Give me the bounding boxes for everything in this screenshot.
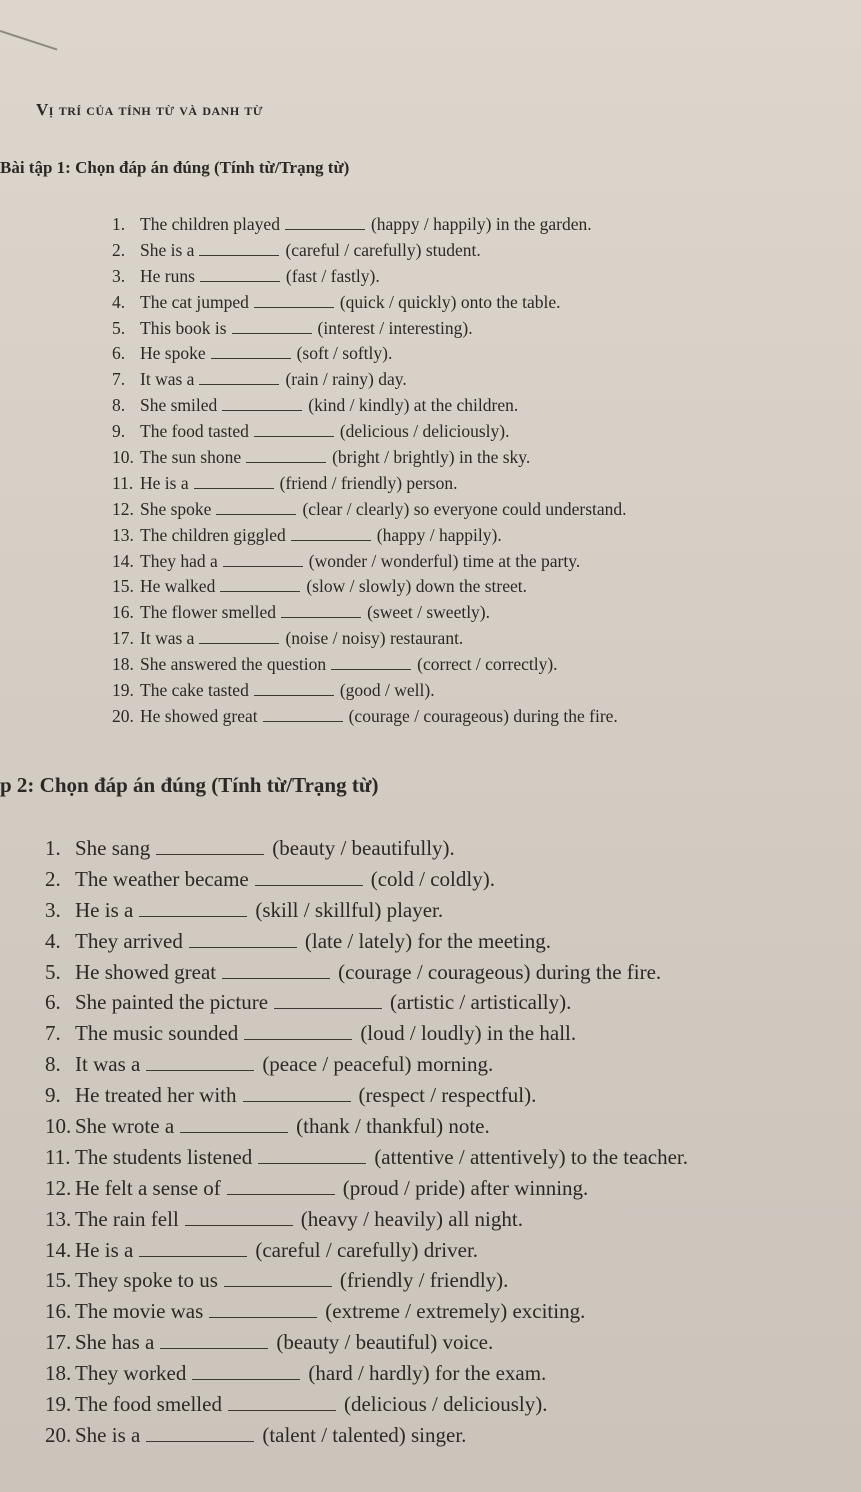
item-number: 10.: [45, 1114, 72, 1139]
item-options: (peace / peaceful) morning.: [262, 1052, 494, 1077]
item-number: 15.: [112, 576, 134, 597]
exercise-item: [112, 678, 627, 704]
answer-blank[interactable]: [222, 977, 330, 979]
item-prompt: He runs: [140, 265, 195, 286]
item-number: 13.: [112, 524, 134, 545]
item-number: 5.: [45, 959, 61, 984]
item-prompt: He is a: [75, 897, 134, 922]
item-prompt: She smiled: [140, 395, 218, 416]
item-prompt: He showed great: [75, 959, 217, 984]
item-number: 8.: [45, 1052, 61, 1077]
exercise-item: [45, 1111, 688, 1142]
exercise-1-heading: Bài tập 1: Chọn đáp án đúng (Tính từ/Trạng từ): [0, 158, 350, 177]
item-prompt: The flower smelled: [140, 602, 277, 623]
item-prompt: He is a: [75, 1237, 134, 1262]
item-number: 17.: [112, 628, 134, 649]
exercise-item: [112, 652, 627, 678]
answer-blank[interactable]: [199, 383, 279, 385]
item-number: 7.: [45, 1021, 61, 1046]
exercise-item: [112, 290, 627, 316]
answer-blank[interactable]: [228, 1409, 336, 1411]
exercise-item: [112, 393, 627, 419]
item-prompt: They worked: [75, 1361, 187, 1386]
item-number: 12.: [112, 498, 134, 519]
item-options: (fast / fastly).: [285, 265, 380, 286]
item-options: (clear / clearly) so everyone could understand.: [302, 498, 627, 519]
item-number: 4.: [112, 291, 126, 312]
worksheet-title: Vị trí của tính từ và danh từ: [36, 100, 263, 119]
item-number: 2.: [45, 866, 61, 891]
item-number: 6.: [45, 990, 61, 1015]
answer-blank[interactable]: [211, 357, 291, 359]
exercise-item: [112, 264, 627, 290]
item-options: (beauty / beautifully).: [272, 836, 455, 860]
exercise-item: [112, 238, 627, 264]
item-prompt: The rain fell: [75, 1206, 179, 1231]
exercise-item: [45, 895, 688, 926]
item-number: 15.: [45, 1268, 72, 1293]
item-options: (soft / softly).: [296, 343, 393, 364]
exercise-item: [45, 1358, 688, 1389]
item-number: 20.: [45, 1422, 72, 1447]
item-number: 10.: [112, 447, 134, 468]
item-number: 19.: [45, 1392, 72, 1417]
item-number: 16.: [112, 602, 134, 623]
answer-blank[interactable]: [246, 461, 326, 463]
answer-blank[interactable]: [227, 1193, 335, 1195]
item-options: (hard / hardly) for the exam.: [308, 1361, 547, 1386]
item-number: 5.: [112, 317, 126, 338]
answer-blank[interactable]: [281, 616, 361, 618]
item-prompt: The weather became: [75, 866, 249, 891]
answer-blank[interactable]: [243, 1100, 351, 1102]
exercise-item: [112, 626, 627, 652]
item-prompt: It was a: [75, 1052, 141, 1077]
exercise-item: [45, 1173, 688, 1204]
answer-blank[interactable]: [192, 1378, 300, 1380]
answer-blank[interactable]: [220, 590, 300, 592]
exercise-item: [112, 316, 627, 342]
item-number: 8.: [112, 395, 126, 416]
item-options: (bright / brightly) in the sky.: [332, 447, 531, 468]
exercise-2-heading: p 2: Chọn đáp án đúng (Tính từ/Trạng từ): [0, 773, 379, 797]
item-number: 14.: [112, 550, 134, 571]
item-prompt: The children played: [140, 214, 280, 234]
item-prompt: The food tasted: [140, 421, 249, 442]
item-number: 20.: [112, 705, 134, 726]
exercise-item: [112, 341, 627, 367]
item-prompt: The students listened: [75, 1144, 253, 1169]
exercise-item: [45, 1420, 688, 1451]
item-prompt: They spoke to us: [75, 1268, 218, 1293]
answer-blank[interactable]: [156, 853, 264, 855]
item-prompt: He spoke: [140, 343, 206, 364]
item-options: (extreme / extremely) exciting.: [325, 1299, 586, 1324]
exercise-item: [45, 1142, 688, 1173]
item-prompt: She painted the picture: [75, 990, 269, 1015]
answer-blank[interactable]: [194, 487, 274, 489]
item-options: (wonder / wonderful) time at the party.: [308, 550, 581, 571]
item-options: (kind / kindly) at the children.: [308, 395, 519, 416]
exercise-item: [112, 497, 627, 523]
answer-blank[interactable]: [285, 228, 365, 230]
answer-blank[interactable]: [160, 1347, 268, 1349]
item-options: (artistic / artistically).: [390, 990, 572, 1015]
exercise-item: [112, 523, 627, 549]
item-options: (delicious / deliciously).: [343, 1392, 548, 1417]
answer-blank[interactable]: [222, 409, 302, 411]
item-prompt: The food smelled: [75, 1392, 222, 1417]
item-options: (loud / loudly) in the hall.: [360, 1021, 577, 1046]
answer-blank[interactable]: [232, 332, 312, 334]
item-number: 17.: [45, 1330, 72, 1355]
answer-blank[interactable]: [224, 1285, 332, 1287]
exercise-item: [112, 367, 627, 393]
item-prompt: The music sounded: [75, 1021, 239, 1046]
answer-blank[interactable]: [216, 513, 296, 515]
item-options: (happy / happily).: [376, 524, 502, 545]
answer-blank[interactable]: [180, 1131, 288, 1133]
answer-blank[interactable]: [200, 280, 280, 282]
item-prompt: She answered the question: [140, 654, 327, 675]
item-prompt: This book is: [140, 317, 227, 338]
item-options: (cold / coldly).: [370, 866, 495, 891]
answer-blank[interactable]: [244, 1038, 352, 1040]
exercise-item: [45, 926, 688, 957]
item-number: 9.: [45, 1083, 61, 1108]
exercise-item: [112, 419, 627, 445]
item-prompt: The sun shone: [140, 447, 242, 468]
exercise-item: [45, 1235, 688, 1266]
item-prompt: They had a: [140, 550, 218, 571]
item-options: (careful / carefully) student.: [285, 239, 481, 260]
answer-blank[interactable]: [274, 1007, 382, 1009]
item-number: 7.: [112, 369, 126, 390]
answer-blank[interactable]: [291, 539, 371, 541]
exercise-item: [45, 987, 688, 1018]
item-options: (interest / interesting).: [317, 317, 473, 338]
item-number: 1.: [45, 836, 61, 860]
exercise-item: [45, 833, 688, 864]
item-options: (good / well).: [339, 680, 435, 701]
item-prompt: He showed great: [140, 705, 258, 726]
exercise-item: [45, 1080, 688, 1111]
exercise-item: [112, 574, 627, 600]
answer-blank[interactable]: [146, 1440, 254, 1442]
item-number: 13.: [45, 1206, 72, 1231]
answer-blank[interactable]: [255, 884, 363, 886]
item-number: 16.: [45, 1299, 72, 1324]
item-options: (rain / rainy) day.: [285, 369, 407, 390]
item-options: (sweet / sweetly).: [367, 602, 491, 623]
item-prompt: She wrote a: [75, 1114, 175, 1139]
exercise-item: [112, 445, 627, 471]
item-prompt: They arrived: [75, 928, 183, 953]
answer-blank[interactable]: [258, 1162, 366, 1164]
item-options: (talent / talented) singer.: [262, 1422, 467, 1447]
item-options: (late / lately) for the meeting.: [304, 928, 551, 953]
item-number: 12.: [45, 1175, 72, 1200]
item-prompt: The children giggled: [140, 524, 286, 545]
item-options: (courage / courageous) during the fire.: [348, 705, 618, 726]
item-prompt: He is a: [140, 472, 189, 493]
item-prompt: She sang: [75, 836, 151, 860]
item-prompt: She is a: [140, 239, 195, 260]
item-prompt: She is a: [75, 1422, 141, 1447]
answer-blank[interactable]: [199, 642, 279, 644]
item-prompt: He walked: [140, 576, 216, 597]
item-options: (noise / noisy) restaurant.: [285, 628, 464, 649]
exercise-item: [45, 1049, 688, 1080]
answer-blank[interactable]: [199, 254, 279, 256]
paper-fold-mark: [0, 30, 57, 50]
item-options: (careful / carefully) driver.: [255, 1237, 479, 1262]
item-options: (friend / friendly) person.: [279, 472, 458, 493]
answer-blank[interactable]: [254, 694, 334, 696]
item-options: (courage / courageous) during the fire.: [338, 959, 662, 984]
item-options: (happy / happily) in the garden.: [370, 214, 592, 234]
item-options: (skill / skillful) player.: [255, 897, 444, 922]
item-number: 11.: [112, 472, 134, 493]
item-number: 9.: [112, 421, 126, 442]
item-options: (friendly / friendly).: [339, 1268, 509, 1293]
answer-blank[interactable]: [139, 1255, 247, 1257]
answer-blank[interactable]: [185, 1224, 293, 1226]
item-number: 4.: [45, 928, 61, 953]
item-options: (thank / thankful) note.: [296, 1114, 490, 1139]
item-number: 19.: [112, 680, 134, 701]
item-number: 18.: [45, 1361, 72, 1386]
exercise-item: [45, 1296, 688, 1327]
item-number: 1.: [112, 214, 126, 234]
item-number: 2.: [112, 239, 126, 260]
exercise-item: [112, 704, 627, 730]
answer-blank[interactable]: [254, 306, 334, 308]
item-prompt: The cat jumped: [140, 291, 249, 312]
item-options: (delicious / deliciously).: [339, 421, 510, 442]
answer-blank[interactable]: [263, 720, 343, 722]
answer-blank[interactable]: [223, 565, 303, 567]
item-options: (heavy / heavily) all night.: [300, 1206, 523, 1231]
item-prompt: He treated her with: [75, 1083, 237, 1108]
item-number: 14.: [45, 1237, 72, 1262]
exercise-item: [45, 1018, 688, 1049]
item-prompt: He felt a sense of: [75, 1175, 221, 1200]
exercise-item: [112, 471, 627, 497]
item-options: (beauty / beautiful) voice.: [276, 1330, 494, 1355]
item-number: 3.: [45, 897, 61, 922]
answer-blank[interactable]: [331, 668, 411, 670]
exercise-item: [45, 864, 688, 895]
exercise-item: [45, 1204, 688, 1235]
item-prompt: She has a: [75, 1330, 155, 1355]
exercise-item: [45, 957, 688, 988]
item-prompt: It was a: [140, 369, 195, 390]
item-options: (respect / respectful).: [358, 1083, 537, 1108]
exercise-2-list: [45, 833, 688, 1451]
item-options: (correct / correctly).: [417, 654, 558, 675]
exercise-item: [45, 1389, 688, 1420]
item-number: 6.: [112, 343, 126, 364]
exercise-item: [45, 1327, 688, 1358]
item-options: (slow / slowly) down the street.: [306, 576, 527, 597]
item-number: 18.: [112, 654, 134, 675]
exercise-item: [45, 1265, 688, 1296]
item-prompt: It was a: [140, 628, 195, 649]
answer-blank[interactable]: [189, 946, 297, 948]
item-number: 11.: [45, 1144, 71, 1169]
item-number: 3.: [112, 265, 126, 286]
item-options: (quick / quickly) onto the table.: [339, 291, 561, 312]
item-options: (attentive / attentively) to the teacher.: [374, 1144, 689, 1169]
item-prompt: The movie was: [75, 1299, 204, 1324]
exercise-item: [112, 549, 627, 575]
answer-blank[interactable]: [139, 915, 247, 917]
exercise-item: [112, 212, 627, 238]
item-prompt: The cake tasted: [140, 680, 249, 701]
answer-blank[interactable]: [254, 435, 334, 437]
answer-blank[interactable]: [209, 1316, 317, 1318]
exercise-item: [112, 600, 627, 626]
exercise-1-list: [112, 212, 627, 730]
answer-blank[interactable]: [146, 1069, 254, 1071]
item-options: (proud / pride) after winning.: [342, 1175, 589, 1200]
item-prompt: She spoke: [140, 498, 212, 519]
